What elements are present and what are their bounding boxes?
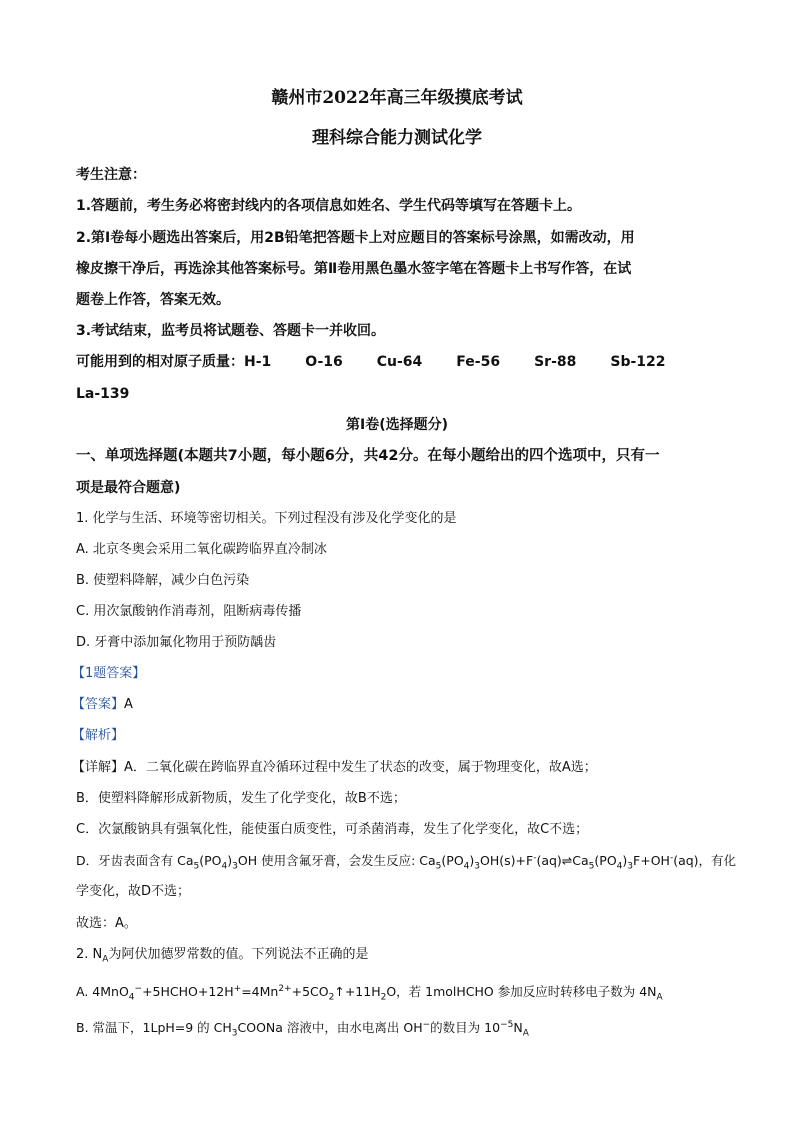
notice-item-1: 1.答题前，考生务必将密封线内的各项信息如姓名、学生代码等填写在答题卡上。: [76, 198, 582, 214]
atomic-mass-h: H-1: [244, 354, 272, 370]
q1-option-b: B. 使塑料降解，减少白色污染: [76, 573, 250, 588]
q2-a-sup-1: −: [134, 983, 143, 994]
q1-answer-tag: 【1题答案】: [72, 666, 146, 681]
q2-option-b: [76, 1018, 529, 1038]
q2-a-3: =4Mn: [241, 984, 279, 999]
exam-subtitle: 理科综合能力测试化学: [312, 128, 482, 148]
q2-b-sub-2: A: [522, 1028, 529, 1039]
part1-heading-line-1: 一、单项选择题(本题共7小题，每小题6分，共42分。在每小题给出的四个选项中，只有一: [76, 448, 660, 464]
q2-a-sub-3: 2: [380, 992, 387, 1003]
q1-detail-d: [76, 851, 736, 871]
q1-detail-b: B．使塑料降解形成新物质，发生了化学变化，故B不选；: [76, 791, 406, 806]
section-title: 第Ⅰ卷(选择题分): [345, 417, 448, 433]
q2-a-6: O，若 1molHCHO 参加反应时转移电子数为 4N: [386, 984, 657, 999]
notice-item-2-line-3: 题卷上作答，答案无效。: [76, 292, 230, 308]
hydroxyapatite-formula: $Ca_5(PO_4)_3OH$: [177, 853, 258, 872]
q1-analysis-tag: 【解析】: [72, 728, 125, 743]
atomic-mass-cu: Cu-64: [376, 354, 423, 370]
atomic-mass-la: La-139: [76, 386, 130, 402]
q1-stem: 1. 化学与生活、环境等密切相关。下列过程没有涉及化学变化的是: [76, 511, 457, 526]
q2-a-sub-4: A: [656, 992, 663, 1003]
q2-a-sup-3: 2+: [278, 983, 292, 994]
atomic-mass-line: [76, 352, 666, 372]
q2-a-4: +5CO: [291, 984, 329, 999]
q1-detail-d-line-2: 学变化，故D不选；: [76, 884, 191, 899]
fluoride-reaction-equation: $Ca_5(PO_4)_3OH(s)+F^-(aq)\rightleftharpoons Ca_5(PO_4)_3F+OH^-(aq)$: [419, 852, 699, 872]
q2-stem: [76, 945, 368, 965]
q2-b-sup-2: −5: [500, 1019, 514, 1030]
atomic-mass-o: O-16: [305, 354, 343, 370]
q2-stem-prefix: 2. N: [76, 947, 103, 962]
detail-tag: 【详解】: [72, 760, 125, 775]
q1-option-a: A. 北京冬奥会采用二氧化碳跨临界直冷制冰: [76, 542, 327, 557]
q2-a-2: +5HCHO+12H: [142, 984, 234, 999]
notice-item-2-line-2: 橡皮擦干净后，再选涂其他答案标号。第Ⅱ卷用黑色墨水签字笔在答题卡上书写作答，在试: [76, 261, 632, 277]
q2-stem-sub: A: [102, 954, 109, 965]
q2-a-sub-1: 4: [128, 992, 135, 1003]
q1-conclusion: 故选：A。: [76, 916, 137, 931]
q2-stem-rest: 为阿伏加德罗常数的值。下列说法不正确的是: [108, 947, 369, 962]
notice-item-3: 3.考试结束，监考员将试题卷、答题卡一并收回。: [76, 323, 386, 339]
q2-a-sup-2: +: [233, 983, 242, 994]
q1-detail-a: [72, 758, 597, 778]
q2-a-1: A. 4MnO: [76, 984, 129, 999]
q2-b-1: B. 常温下，1LpH=9 的 CH: [76, 1020, 232, 1035]
atomic-mass-sr: Sr-88: [534, 354, 577, 370]
q1-answer-line: [72, 695, 133, 715]
notice-heading: 考生注意：: [76, 167, 146, 183]
part1-heading-line-2: 项是最符合题意): [76, 480, 181, 496]
q2-b-3: 的数目为 10: [430, 1020, 501, 1035]
q2-option-a: [76, 982, 663, 1002]
q1-detail-c: C．次氯酸钠具有强氧化性，能使蛋白质变性，可杀菌消毒，发生了化学变化，故C不选；: [76, 822, 589, 837]
atomic-mass-fe: Fe-56: [456, 354, 501, 370]
q2-b-sub-1: 3: [231, 1028, 238, 1039]
q2-a-sub-2: 2: [328, 992, 335, 1003]
notice-item-2-line-1: 2.第Ⅰ卷每小题选出答案后，用2B铅笔把答题卡上对应题目的答案标号涂黑，如需改动，用: [76, 230, 635, 246]
q2-b-4: N: [513, 1020, 523, 1035]
q1-option-c: C. 用次氯酸钠作消毒剂，阻断病毒传播: [76, 604, 302, 619]
detail-a-text: A．二氧化碳在跨临界直冷循环过程中发生了状态的改变，属于物理变化，故A选；: [124, 760, 597, 775]
q2-b-sup-1: −: [422, 1019, 431, 1030]
detail-d-mid: 使用含氟牙膏，会发生反应:: [257, 853, 420, 868]
atomic-mass-sb: Sb-122: [610, 354, 666, 370]
answer-value: A: [124, 697, 133, 712]
detail-d-prefix: D．牙齿表面含有: [76, 853, 178, 868]
atomic-mass-label: 可能用到的相对原子质量：: [76, 354, 244, 370]
exam-title: 赣州市2022年高三年级摸底考试: [271, 88, 523, 108]
q2-b-2: COONa 溶液中，由水电离出 OH: [237, 1020, 423, 1035]
detail-d-suffix: ，有化: [698, 853, 737, 868]
q1-option-d: D. 牙膏中添加氟化物用于预防龋齿: [76, 635, 277, 650]
q2-a-5: ↑+11H: [334, 984, 381, 999]
answer-label: 【答案】: [72, 697, 125, 712]
